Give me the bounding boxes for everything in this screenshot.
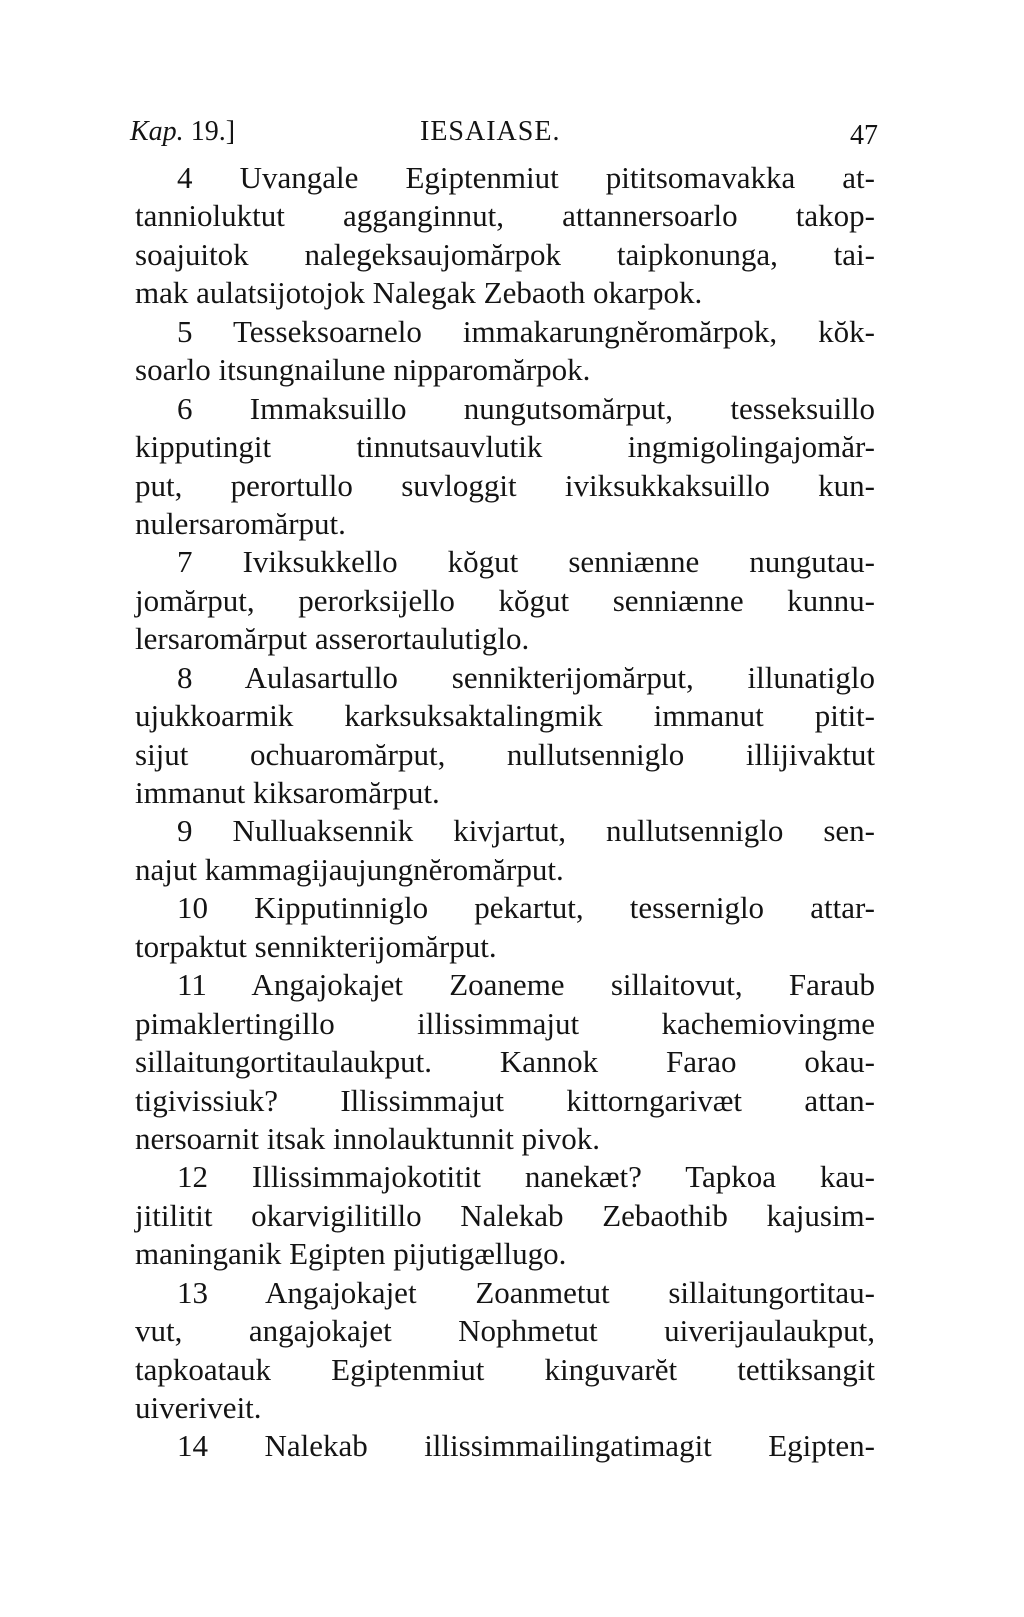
text-line: 6 Immaksuillo nungutsomărput, tesseksuillo bbox=[177, 390, 875, 426]
text-line: 11 Angajokajet Zoaneme sillaitovut, Faraub bbox=[177, 967, 875, 1003]
text-line: 5 Tesseksoarnelo immakarungnĕromărpok, kŏk- bbox=[177, 313, 875, 349]
text-line: mak aulatsijotojok Nalegak Zebaoth okarpok. bbox=[135, 275, 703, 311]
chapter-number: 19.] bbox=[190, 116, 236, 147]
text-line: tapkoatauk Egiptenmiut kinguvarĕt tettiksangit bbox=[135, 1351, 875, 1387]
text-line: tigivissiuk? Illissimmajut kittorngarivæt attan- bbox=[135, 1082, 875, 1118]
text-line: put, perortullo suvloggit iviksukkaksuillo kun- bbox=[135, 467, 875, 503]
text-line: 7 Iviksukkello kŏgut senniænne nungutau- bbox=[177, 544, 875, 580]
chapter-reference bbox=[130, 112, 235, 152]
text-line: torpaktut sennikterijomărput. bbox=[135, 928, 497, 964]
text-line: maninganik Egipten pijutigællugo. bbox=[135, 1236, 567, 1272]
text-line: nulersaromărput. bbox=[135, 505, 346, 541]
text-line: 12 Illissimmajokotitit nanekæt? Tapkoa kau- bbox=[177, 1159, 875, 1195]
text-line: soajuitok nalegeksaujomărpok taipkonunga, tai- bbox=[135, 236, 875, 272]
text-line: 9 Nulluaksennik kivjartut, nullutsenniglo sen- bbox=[177, 813, 875, 849]
text-line: tannioluktut agganginnut, attannersoarlo takop- bbox=[135, 198, 875, 234]
kap-label: Kap. bbox=[130, 116, 184, 147]
text-line: vut, angajokajet Nophmetut uiverijaulaukput, bbox=[135, 1313, 875, 1349]
text-line: ujukkoarmik karksuksaktalingmik immanut pitit- bbox=[135, 698, 875, 734]
text-line: soarlo itsungnailune nipparomărpok. bbox=[135, 352, 591, 388]
text-line: immanut kiksaromărput. bbox=[135, 775, 440, 810]
text-line: sijut ochuaromărput, nullutsenniglo illijivaktut bbox=[135, 736, 875, 772]
text-line: pimaklertingillo illissimmajut kachemiovingme bbox=[135, 1005, 875, 1041]
text-line: najut kammagijaujungnĕromărput. bbox=[135, 851, 564, 887]
running-header bbox=[130, 112, 878, 152]
text-line: 4 Uvangale Egiptenmiut pititsomavakka at- bbox=[177, 160, 875, 195]
text-line: lersaromărput asserortaulutiglo. bbox=[135, 621, 530, 657]
text-line: 13 Angajokajet Zoanmetut sillaitungortitau- bbox=[177, 1274, 875, 1310]
page-number: 47 bbox=[850, 120, 878, 151]
book-title: IESAIASE. bbox=[420, 116, 561, 147]
text-line: sillaitungortitaulaukput. Kannok Farao okau- bbox=[135, 1044, 875, 1080]
text-line: 14 Nalekab illissimmailingatimagit Egipten- bbox=[177, 1428, 875, 1464]
text-line: 10 Kipputinniglo pekartut, tesserniglo attar- bbox=[177, 890, 875, 926]
text-line: nersoarnit itsak innolauktunnit pivok. bbox=[135, 1120, 600, 1156]
scripture-text bbox=[135, 159, 875, 1466]
text-line: jomărput, perorksijello kŏgut senniænne kunnu- bbox=[135, 582, 875, 618]
text-line: uiveriveit. bbox=[135, 1390, 262, 1425]
text-line: 8 Aulasartullo sennikterijomărput, illunatiglo bbox=[177, 659, 875, 695]
text-line: kipputingit tinnutsauvlutik ingmigolingajomăr- bbox=[135, 429, 875, 465]
text-line: jitilitit okarvigilitillo Nalekab Zebaothib kajusim- bbox=[135, 1197, 875, 1233]
